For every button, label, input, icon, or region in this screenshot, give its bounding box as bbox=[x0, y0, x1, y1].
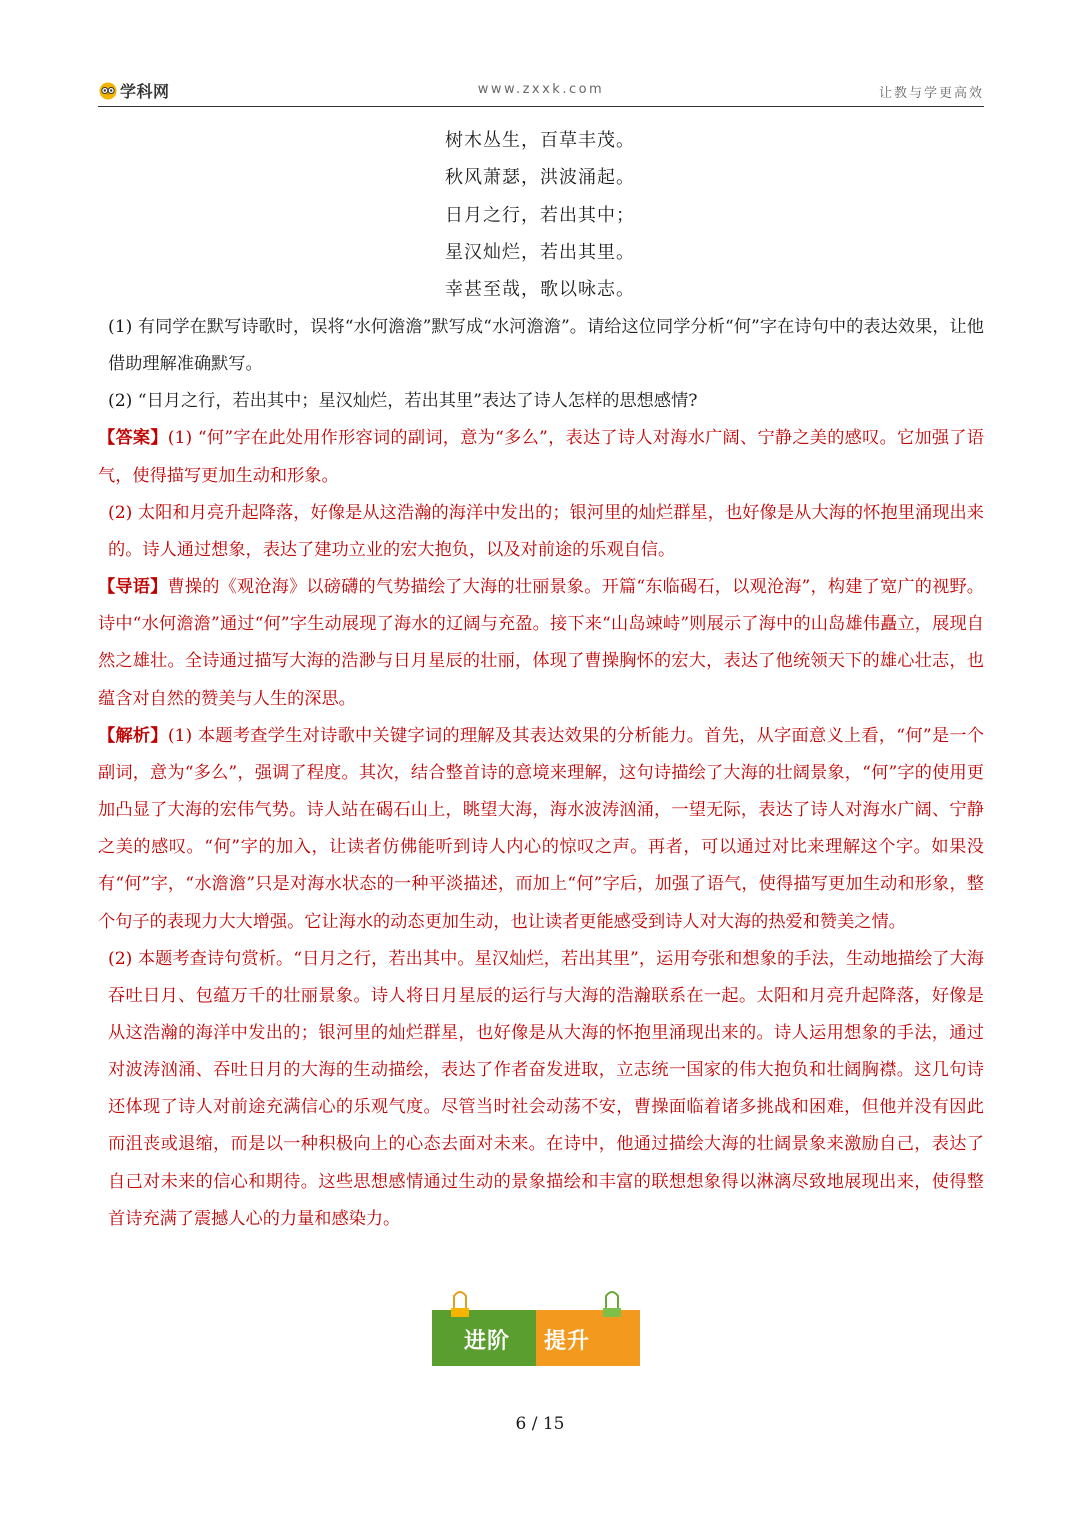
answer-part-2: (2) 太阳和月亮升起降落，好像是从这浩瀚的海洋中发出的；银河里的灿烂群星，也好像是从大海的怀抱里涌现出来的。诗人通过想象，表达了建功立业的宏大抱负，以及对前途的乐观自信。 bbox=[108, 502, 984, 560]
guide bbox=[98, 569, 984, 718]
answer-tag: 【答案】 bbox=[98, 428, 168, 449]
poem-line: 幸甚至哉，歌以咏志。 bbox=[445, 279, 635, 301]
page-header bbox=[98, 78, 984, 104]
question-1: (1) 有同学在默写诗歌时，误将“水何澹澹”默写成“水河澹澹”。请给这位同学分析“何”字在诗句中的表达效果，让他借助理解准确默写。 bbox=[108, 317, 984, 375]
question-2: (2) “日月之行，若出其中；星汉灿烂，若出其里”表达了诗人怎样的思想感情? bbox=[108, 391, 698, 412]
poem bbox=[0, 122, 1080, 308]
poem-line: 秋风萧瑟，洪波涌起。 bbox=[445, 167, 635, 189]
logo-text: 学科网 bbox=[120, 81, 170, 101]
analysis-text-1: (1) 本题考查学生对诗歌中关键字词的理解及其表达效果的分析能力。首先，从字面意义上看，“何”是一个副词，意为“多么”，强调了程度。其次，结合整首诗的意境来理解，这句诗描绘了大海的壮阔景象，“何”字的使用更加凸显了大海的宏伟气势。诗人站在碣石山上，眺望大海，海水波涛汹涌，一望无际，表达了诗人对海水广阔、宁静之美的感叹。“何”字的加入，让读者仿佛能听到诗人内心的惊叹之声。再者，可以通过对比来理解这个字。如果没有“何”字，“水澹澹”只是对海水状态的一种平淡描述，而加上“何”字后，加强了语气，使得描写更加生动和形象，整个句子的表现力大大增强。它让海水的动态更加生动，也让读者更能感受到诗人对大海的热爱和赞美之情。 bbox=[98, 725, 984, 932]
advance-badge bbox=[432, 1290, 640, 1368]
guide-tag: 【导语】 bbox=[98, 577, 168, 598]
analysis-part-2: (2) 本题考查诗句赏析。“日月之行，若出其中。星汉灿烂，若出其里”，运用夸张和想象的手法，生动地描绘了大海吞吐日月、包蕴万千的壮丽景象。诗人将日月星辰的运行与大海的浩瀚联系在一起。太阳和月亮升起降落，好像是从这浩瀚的海洋中发出的；银河里的灿烂群星，也好像是从大海的怀抱里涌现出来的。诗人运用想象的手法，通过对波涛汹涌、吞吐日月的大海的生动描绘，表达了作者奋发进取，立志统一国家的伟大抱负和壮阔胸襟。这几句诗还体现了诗人对前途充满信心的乐观气度。尽管当时社会动荡不安，曹操面临着诸多挑战和困难，但他并没有因此而沮丧或退缩，而是以一种积极向上的心态去面对未来。在诗中，他通过描绘大海的壮阔景象来激励自己，表达了自己对未来的信心和期待。这些思想感情通过生动的景象描绘和丰富的联想想象得以淋漓尽致地展现出来，使得整首诗充满了震撼人心的力量和感染力。 bbox=[108, 948, 984, 1229]
badge-right-text: 提升 bbox=[544, 1329, 591, 1354]
site-url: www.zxxk.com bbox=[477, 82, 605, 97]
poem-line: 日月之行，若出其中； bbox=[445, 204, 635, 226]
guide-text: 曹操的《观沧海》以磅礴的气势描绘了大海的壮丽景象。开篇“东临碣石，以观沧海”，构建了宽广的视野。诗中“水何澹澹”通过“何”字生动展现了海水的辽阔与充盈。接下来“山岛竦峙”则展示了海中的山岛雄伟矗立，展现自然之雄壮。全诗通过描写大海的浩渺与日月星辰的壮丽，体现了曹操胸怀的宏大，表达了他统领天下的雄心壮志，也蕴含对自然的赞美与人生的深思。 bbox=[98, 577, 984, 709]
answer-part-1 bbox=[98, 420, 984, 494]
analysis-tag: 【解析】 bbox=[98, 725, 168, 746]
slogan: 让教与学更高效 bbox=[878, 86, 984, 101]
binder-clip-icon bbox=[600, 1290, 624, 1318]
binder-clip-icon bbox=[448, 1290, 472, 1318]
badge-left-text: 进阶 bbox=[464, 1329, 511, 1354]
answer-text-1: (1) “何”字在此处用作形容词的副词，意为“多么”，表达了诗人对海水广阔、宁静之美的感叹。它加强了语气，使得描写更加生动和形象。 bbox=[98, 428, 984, 486]
analysis-part-1 bbox=[98, 718, 984, 941]
poem-line: 星汉灿烂，若出其里。 bbox=[445, 241, 635, 263]
page-number: 6 / 15 bbox=[515, 1414, 565, 1434]
poem-line: 树木丛生，百草丰茂。 bbox=[445, 130, 635, 151]
header-divider bbox=[98, 106, 984, 107]
body-text bbox=[98, 309, 984, 1238]
